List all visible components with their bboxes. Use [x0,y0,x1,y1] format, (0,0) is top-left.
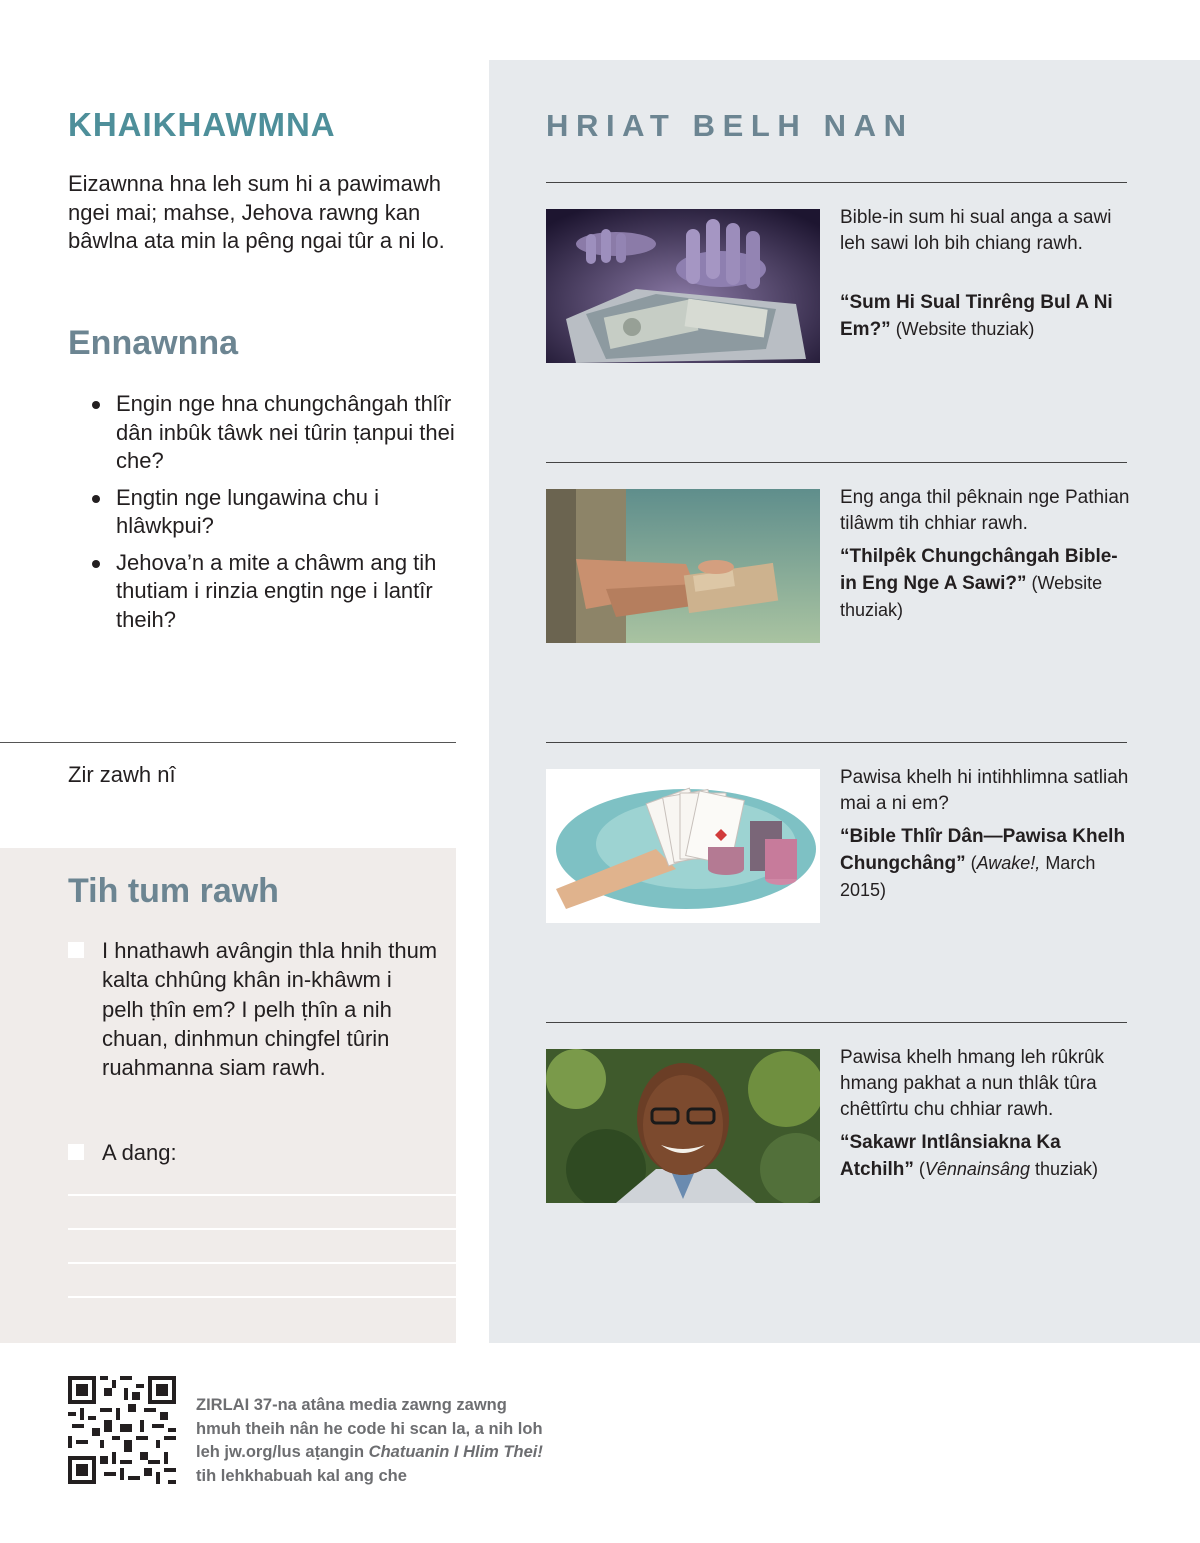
summary-heading: KHAIKHAWMNA [68,106,336,143]
completion-date-label: Zir zawh nî [68,762,176,787]
qr-code-icon[interactable] [68,1376,176,1484]
divider [546,1022,1127,1023]
bullet-icon [92,495,100,503]
playing-cards-chips-image [546,769,820,923]
write-line[interactable] [68,1262,456,1264]
checkbox-icon[interactable] [68,1144,84,1160]
resource-description: Eng anga thil pêknain nge Pathian tilâwm tih chhiar rawh. [840,487,1130,534]
resource-title-link[interactable]: “Sum Hi Sual Tinrêng Bul A Ni Em?” (Website thuziak) [840,292,1113,340]
resource-title-link[interactable]: “Thilpêk Chungchângah Bible-in Eng Nge A Sawi?” (Website thuziak) [840,546,1118,620]
resource-description: Bible-in sum hi sual anga a sawi leh sawi loh bih chiang rawh. [840,207,1112,254]
summary-text: Eizawnna hna leh sum hi a pawimawh ngei mai; mahse, Jehova rawng kan bâwlna ata min la pêng ngai tûr a ni lo. [68,171,445,253]
resource-title-link[interactable]: “Bible Thlîr Dân—Pawisa Khelh Chungchâng” (Awake!, March 2015) [840,826,1126,900]
goal-checkbox-item[interactable]: I hnathawh avângin thla hnih thum kalta chhûng khân in-khâwm i pelh ṭhîn em? I pelh ṭhîn a nih chuan, dinhmun chingfel tûrin ruahmanna siam rawh. [68,936,438,1082]
review-questions [90,390,460,642]
review-heading: Ennawnna [68,324,239,362]
goals-panel [0,848,456,1343]
resource-description: Pawisa khelh hmang leh rûkrûk hmang pakhat a nun thlâk tûra chêttîrtu chu chhiar rawh. [840,1047,1105,1120]
goal-checkbox-other[interactable]: A dang: [68,1138,438,1167]
goals-heading: Tih tum rawh [68,872,279,910]
review-question: Jehova’n a mite a châwm ang tih thutiam i rinzia engtin nge i lantîr theih? [90,549,460,635]
explore-heading: HRIAT BELH NAN [546,108,914,143]
review-question: Engin nge hna chungchângah thlîr dân inbûk tâwk nei tûrin ṭanpui thei che? [90,390,460,476]
write-line[interactable] [68,1296,456,1298]
divider [0,742,456,743]
smiling-man-portrait-image [546,1049,820,1203]
money-hands-image [546,209,820,363]
write-line[interactable] [68,1228,456,1230]
resource-description: Pawisa khelh hi intihhlimna satliah mai a ni em? [840,767,1129,814]
bullet-icon [92,560,100,568]
bullet-icon [92,401,100,409]
divider [546,462,1127,463]
write-line[interactable] [68,1194,456,1196]
tithe-package-image [546,489,820,643]
footer-note: ZIRLAI 37-na atâna media zawng zawng hmuh theih nân he code hi scan la, a nih loh leh jw.org/lus aṭangin Chatuanin I Hlim Thei! tih lehkhabuah kal ang che [196,1396,543,1485]
checkbox-icon[interactable] [68,942,84,958]
divider [546,182,1127,183]
review-question: Engtin nge lungawina chu i hlâwkpui? [90,484,460,541]
resource-title-link[interactable]: “Sakawr Intlânsiakna Ka Atchilh” (Vênnainsâng thuziak) [840,1132,1099,1180]
divider [546,742,1127,743]
